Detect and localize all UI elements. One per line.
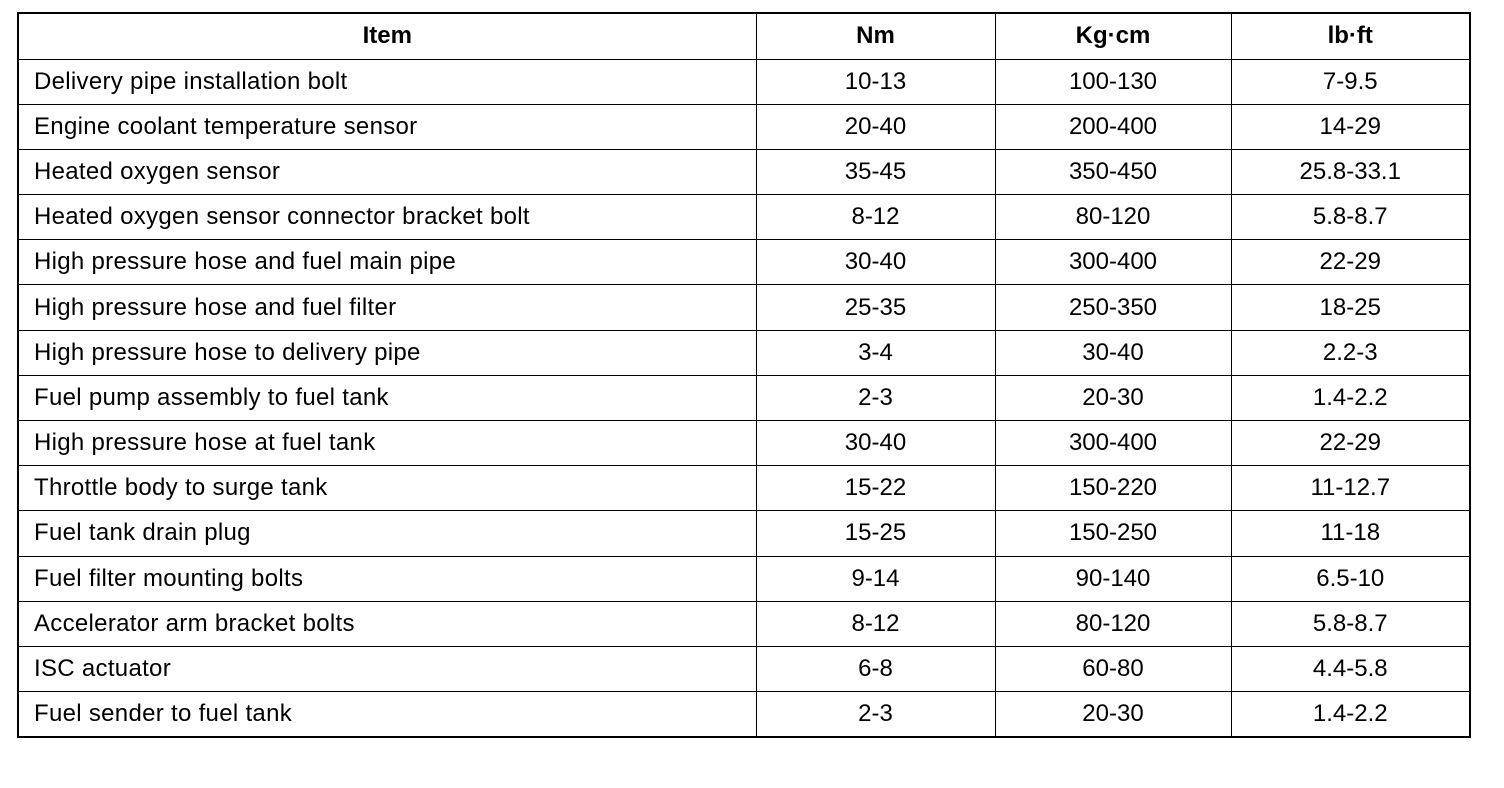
- table-row: [18, 285, 1470, 330]
- table-row: [18, 646, 1470, 691]
- lbft-cell: 7-9.5: [1231, 59, 1470, 104]
- kgcm-cell: 150-250: [995, 511, 1231, 556]
- item-cell: Heated oxygen sensor: [18, 149, 756, 194]
- lbft-cell: 4.4-5.8: [1231, 646, 1470, 691]
- nm-cell: 9-14: [756, 556, 995, 601]
- lbft-cell: 14-29: [1231, 104, 1470, 149]
- lbft-cell: 25.8-33.1: [1231, 149, 1470, 194]
- item-cell: High pressure hose to delivery pipe: [18, 330, 756, 375]
- item-cell: High pressure hose at fuel tank: [18, 421, 756, 466]
- item-cell: Accelerator arm bracket bolts: [18, 601, 756, 646]
- header-item: Item: [18, 13, 756, 59]
- item-cell: Fuel filter mounting bolts: [18, 556, 756, 601]
- table-row: [18, 556, 1470, 601]
- kgcm-cell: 60-80: [995, 646, 1231, 691]
- header-nm: Nm: [756, 13, 995, 59]
- kgcm-cell: 20-30: [995, 692, 1231, 737]
- header-lbft: lb·ft: [1231, 13, 1470, 59]
- item-cell: Fuel pump assembly to fuel tank: [18, 375, 756, 420]
- nm-cell: 35-45: [756, 149, 995, 194]
- table-row: [18, 421, 1470, 466]
- nm-cell: 2-3: [756, 692, 995, 737]
- kgcm-cell: 250-350: [995, 285, 1231, 330]
- item-cell: ISC actuator: [18, 646, 756, 691]
- nm-cell: 30-40: [756, 421, 995, 466]
- table-row: [18, 511, 1470, 556]
- nm-cell: 20-40: [756, 104, 995, 149]
- nm-cell: 10-13: [756, 59, 995, 104]
- item-cell: Throttle body to surge tank: [18, 466, 756, 511]
- item-cell: Delivery pipe installation bolt: [18, 59, 756, 104]
- lbft-cell: 22-29: [1231, 240, 1470, 285]
- item-cell: Fuel sender to fuel tank: [18, 692, 756, 737]
- item-cell: High pressure hose and fuel filter: [18, 285, 756, 330]
- table-row: [18, 195, 1470, 240]
- table-row: [18, 149, 1470, 194]
- nm-cell: 2-3: [756, 375, 995, 420]
- item-cell: Heated oxygen sensor connector bracket bolt: [18, 195, 756, 240]
- kgcm-cell: 90-140: [995, 556, 1231, 601]
- kgcm-cell: 30-40: [995, 330, 1231, 375]
- lbft-cell: 1.4-2.2: [1231, 375, 1470, 420]
- kgcm-cell: 150-220: [995, 466, 1231, 511]
- table-row: [18, 240, 1470, 285]
- lbft-cell: 5.8-8.7: [1231, 601, 1470, 646]
- nm-cell: 8-12: [756, 601, 995, 646]
- table-row: [18, 330, 1470, 375]
- nm-cell: 3-4: [756, 330, 995, 375]
- nm-cell: 6-8: [756, 646, 995, 691]
- nm-cell: 15-25: [756, 511, 995, 556]
- item-cell: High pressure hose and fuel main pipe: [18, 240, 756, 285]
- lbft-cell: 1.4-2.2: [1231, 692, 1470, 737]
- lbft-cell: 18-25: [1231, 285, 1470, 330]
- lbft-cell: 6.5-10: [1231, 556, 1470, 601]
- table-row: [18, 601, 1470, 646]
- header-row: [18, 13, 1470, 59]
- lbft-cell: 2.2-3: [1231, 330, 1470, 375]
- kgcm-cell: 80-120: [995, 601, 1231, 646]
- lbft-cell: 11-18: [1231, 511, 1470, 556]
- header-kgcm: Kg·cm: [995, 13, 1231, 59]
- lbft-cell: 5.8-8.7: [1231, 195, 1470, 240]
- nm-cell: 25-35: [756, 285, 995, 330]
- lbft-cell: 11-12.7: [1231, 466, 1470, 511]
- table-row: [18, 692, 1470, 737]
- table-row: [18, 104, 1470, 149]
- nm-cell: 8-12: [756, 195, 995, 240]
- kgcm-cell: 200-400: [995, 104, 1231, 149]
- kgcm-cell: 80-120: [995, 195, 1231, 240]
- table-header: [18, 13, 1470, 59]
- torque-spec-table: [17, 12, 1471, 738]
- kgcm-cell: 300-400: [995, 240, 1231, 285]
- kgcm-cell: 20-30: [995, 375, 1231, 420]
- table-row: [18, 59, 1470, 104]
- item-cell: Engine coolant temperature sensor: [18, 104, 756, 149]
- table-row: [18, 466, 1470, 511]
- nm-cell: 30-40: [756, 240, 995, 285]
- table-row: [18, 375, 1470, 420]
- nm-cell: 15-22: [756, 466, 995, 511]
- kgcm-cell: 300-400: [995, 421, 1231, 466]
- lbft-cell: 22-29: [1231, 421, 1470, 466]
- kgcm-cell: 350-450: [995, 149, 1231, 194]
- item-cell: Fuel tank drain plug: [18, 511, 756, 556]
- kgcm-cell: 100-130: [995, 59, 1231, 104]
- table-body: [18, 59, 1470, 737]
